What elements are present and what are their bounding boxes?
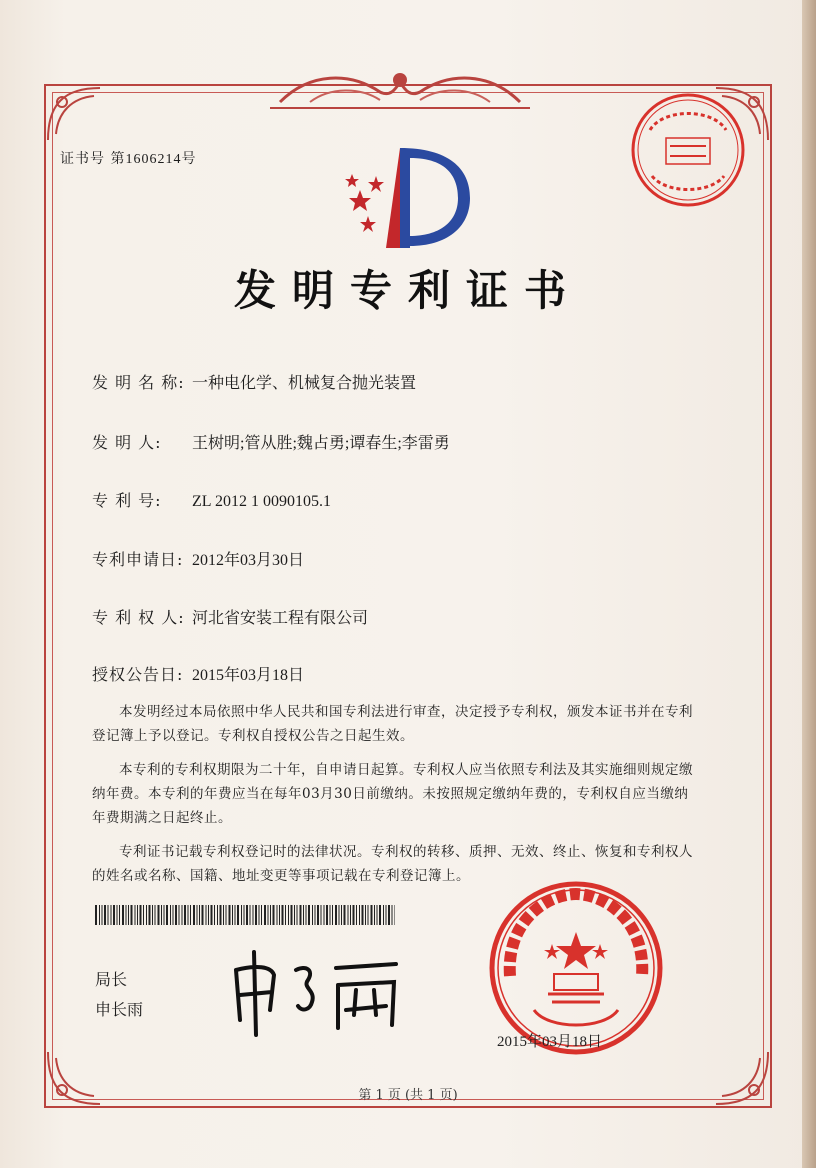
field-label: 专 利 号: <box>92 491 162 510</box>
director-name: 申长雨 <box>95 1000 144 1019</box>
tax-stamp-seal-icon <box>628 90 748 210</box>
body-paragraph: 专利证书记载专利权登记时的法律状况。专利权的转移、质押、无效、终止、恢复和专利权人的姓名或名称、国籍、地址变更等事项记载在专利登记簿上。 <box>92 844 693 884</box>
corner-ornament-icon <box>44 84 104 144</box>
field-value: 河北省安装工程有限公司 <box>192 610 369 627</box>
director-title: 局长 <box>95 970 128 989</box>
field-grant-date <box>92 662 304 685</box>
body-paragraph: 本专利的专利权期限为二十年，自申请日起算。专利权人应当依照专利法及其实施细则规定缴纳年费。本专利的年费应当在每年03月30日前缴纳。未按照规定缴纳年费的，专利权自应当缴纳年费期满之日起终止。 <box>92 762 693 826</box>
field-value: 一种电化学、机械复合抛光装置 <box>192 375 417 392</box>
field-label: 专利申请日: <box>92 550 184 569</box>
field-value: 2012年03月30日 <box>192 552 305 569</box>
body-paragraph: 本发明经过本局依照中华人民共和国专利法进行审查，决定授予专利权，颁发本证书并在专利登记簿上予以登记。专利权自授权公告之日起生效。 <box>92 704 693 744</box>
top-ornament-icon <box>270 62 530 112</box>
field-value: 王树明;管从胜;魏占勇;谭春生;李雷勇 <box>192 435 450 452</box>
field-application-date <box>92 547 304 570</box>
certificate-number <box>60 148 196 168</box>
issue-date: 2015年03月18日 <box>497 1034 603 1050</box>
page-edge <box>802 0 816 1168</box>
certificate-number-label: 证书号 <box>60 152 105 167</box>
field-label: 授权公告日: <box>92 665 184 684</box>
certificate-body <box>92 700 702 898</box>
barcode-icon <box>95 905 395 925</box>
certificate-title: 发明专利证书 <box>233 266 582 315</box>
field-label: 发 明 名 称: <box>92 373 185 392</box>
patent-office-logo-icon <box>338 138 478 256</box>
certificate-number-value: 第1606214号 <box>110 152 197 167</box>
field-value: ZL 2012 1 0090105.1 <box>192 493 331 510</box>
field-inventors <box>92 430 450 453</box>
field-patentee <box>92 605 368 628</box>
field-label: 发 明 人: <box>92 433 162 452</box>
field-patent-number <box>92 488 331 511</box>
page-number: 第 1 页 (共 1 页) <box>358 1088 458 1103</box>
signature-icon <box>226 940 416 1040</box>
field-label: 专 利 权 人: <box>92 608 185 627</box>
field-value: 2015年03月18日 <box>192 667 305 684</box>
director-block <box>95 965 143 1025</box>
field-invention-name <box>92 370 416 393</box>
